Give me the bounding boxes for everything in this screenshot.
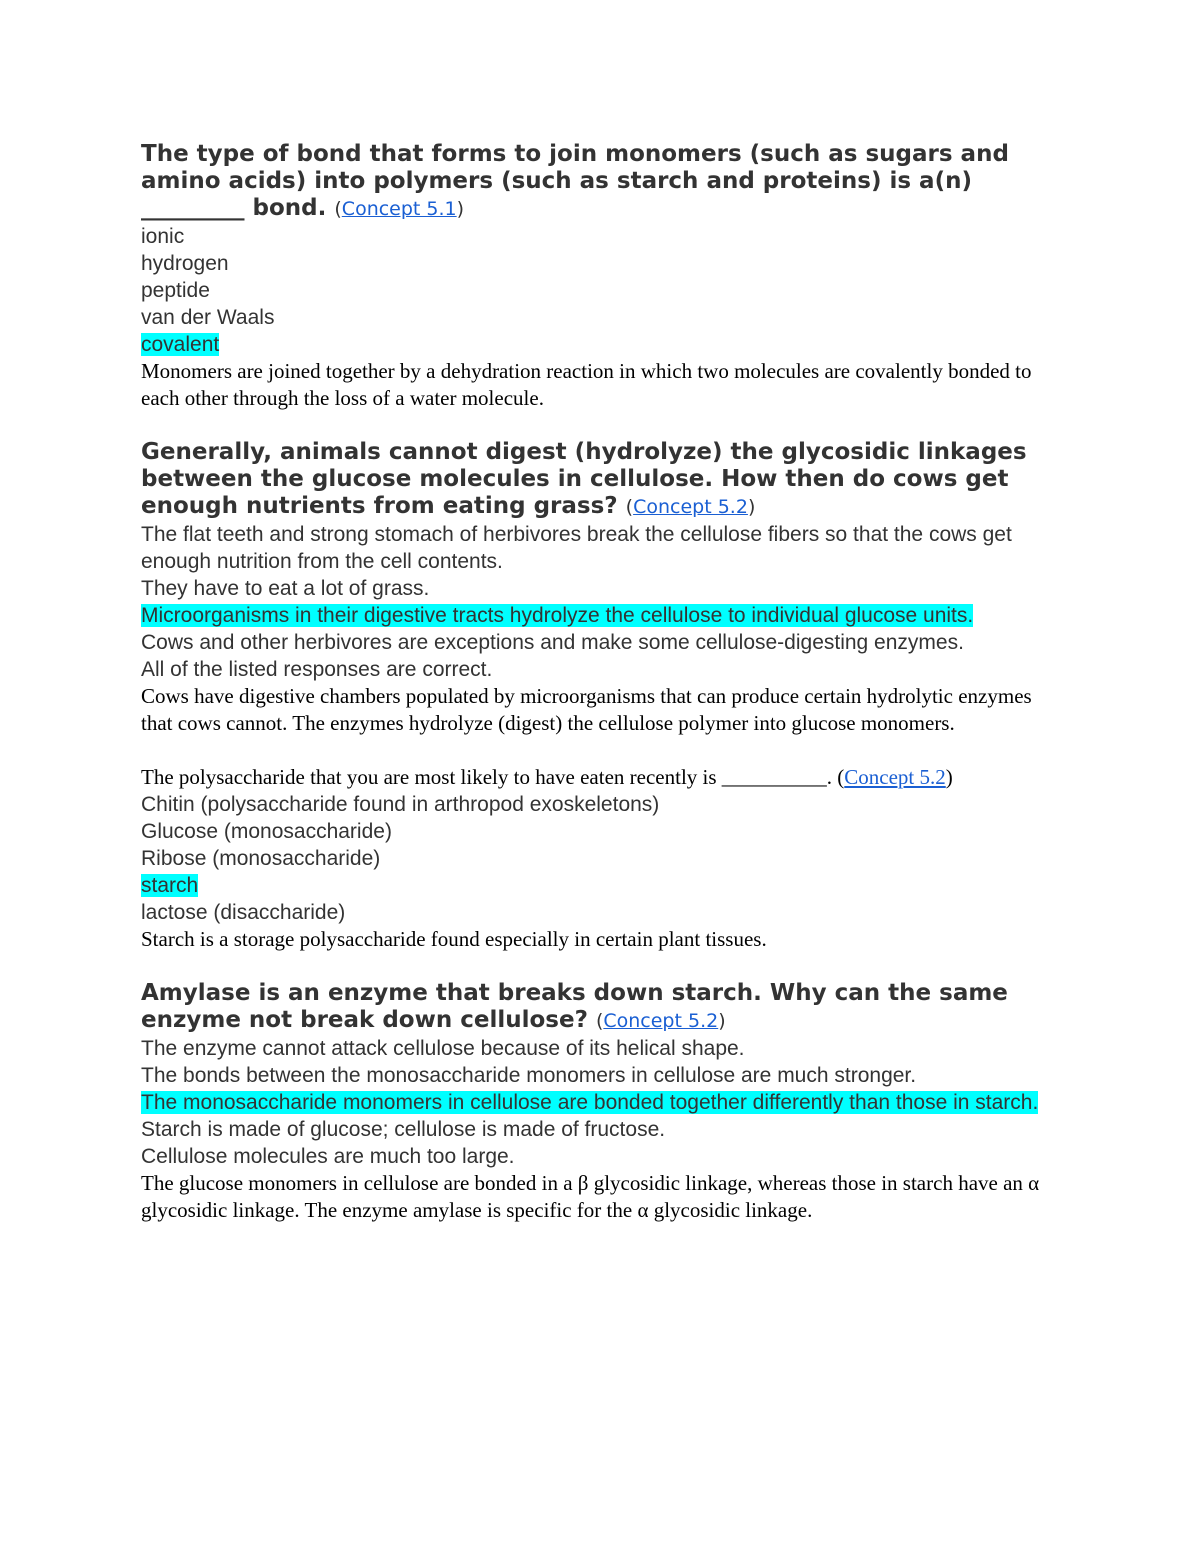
question-text-1 <box>141 141 1061 223</box>
question-text-2 <box>141 439 1061 521</box>
question-block-1 <box>141 141 1061 412</box>
option-3-c[interactable]: Ribose (monosaccharide) <box>141 847 381 870</box>
option-4-e[interactable]: Cellulose molecules are much too large. <box>141 1145 515 1168</box>
option-4-b[interactable]: The bonds between the monosaccharide monomers in cellulose are much stronger. <box>141 1064 917 1087</box>
option-1-e-correct[interactable]: covalent <box>141 333 220 356</box>
option-2-c-correct[interactable]: Microorganisms in their digestive tracts hydrolyze the cellulose to individual glucose units. <box>141 604 974 627</box>
concept-link-3[interactable]: Concept 5.2 <box>844 765 946 789</box>
question-text-4 <box>141 980 1061 1035</box>
option-3-b[interactable]: Glucose (monosaccharide) <box>141 820 392 843</box>
option-2-a[interactable]: The flat teeth and strong stomach of herbivores break the cellulose fibers so that the cows get enough nutrition from the cell contents. <box>141 523 1012 573</box>
explanation-4: The glucose monomers in cellulose are bonded in a β glycosidic linkage, whereas those in starch have an α glycosidic linkage. The enzyme amylase is specific for the α glycosidic linkage. <box>141 1171 1040 1222</box>
options-list-4 <box>141 1035 1061 1170</box>
option-3-d-correct[interactable]: starch <box>141 874 199 897</box>
question-stem: Amylase is an enzyme that breaks down starch. Why can the same enzyme not break down cellulose? <box>141 980 1008 1033</box>
close-paren: ) <box>945 765 953 789</box>
option-1-a[interactable]: ionic <box>141 225 185 248</box>
explanation-2: Cows have digestive chambers populated by microorganisms that can produce certain hydrolytic enzymes that cows cannot. The enzymes hydrolyze (digest) the cellulose polymer into glucose monomers. <box>141 684 1032 735</box>
question-text-3 <box>141 764 1061 791</box>
explanation-3: Starch is a storage polysaccharide found especially in certain plant tissues. <box>141 927 767 951</box>
open-paren: ( <box>334 198 342 220</box>
open-paren: ( <box>837 765 845 789</box>
option-1-b[interactable]: hydrogen <box>141 252 229 275</box>
option-3-a[interactable]: Chitin (polysaccharide found in arthropod exoskeletons) <box>141 793 660 816</box>
explanation-1: Monomers are joined together by a dehydration reaction in which two molecules are covalently bonded to each other through the loss of a water molecule. <box>141 359 1032 410</box>
options-list-1 <box>141 223 1061 358</box>
option-4-a[interactable]: The enzyme cannot attack cellulose because of its helical shape. <box>141 1037 745 1060</box>
question-stem: The polysaccharide that you are most likely to have eaten recently is __________. <box>141 765 833 789</box>
option-2-d[interactable]: Cows and other herbivores are exceptions and make some cellulose-digesting enzymes. <box>141 631 964 654</box>
question-stem: The type of bond that forms to join monomers (such as sugars and amino acids) into polymers (such as starch and proteins) is a(n) _________ bond. <box>141 141 1009 221</box>
option-1-d[interactable]: van der Waals <box>141 306 275 329</box>
option-3-e[interactable]: lactose (disaccharide) <box>141 901 346 924</box>
options-list-2 <box>141 521 1061 683</box>
question-block-3 <box>141 764 1061 953</box>
open-paren: ( <box>625 496 634 518</box>
close-paren: ) <box>456 198 465 220</box>
open-paren: ( <box>595 1010 604 1032</box>
option-2-e[interactable]: All of the listed responses are correct. <box>141 658 493 681</box>
option-2-b[interactable]: They have to eat a lot of grass. <box>141 577 430 600</box>
options-list-3 <box>141 791 1061 926</box>
document-page <box>141 141 1061 1224</box>
option-4-d[interactable]: Starch is made of glucose; cellulose is made of fructose. <box>141 1118 666 1141</box>
concept-link-4[interactable]: Concept 5.2 <box>603 1010 719 1032</box>
option-4-c-correct[interactable]: The monosaccharide monomers in cellulose are bonded together differently than those in starch. <box>141 1091 1039 1114</box>
concept-link-2[interactable]: Concept 5.2 <box>633 496 748 518</box>
option-1-c[interactable]: peptide <box>141 279 210 302</box>
close-paren: ) <box>718 1010 726 1032</box>
question-block-4 <box>141 980 1061 1224</box>
question-stem: Generally, animals cannot digest (hydrolyze) the glycosidic linkages between the glucose molecules in cellulose. How then do cows get enough nutrients from eating grass? <box>141 439 1027 519</box>
question-block-2 <box>141 439 1061 737</box>
close-paren: ) <box>747 496 756 518</box>
concept-link-1[interactable]: Concept 5.1 <box>341 198 457 220</box>
